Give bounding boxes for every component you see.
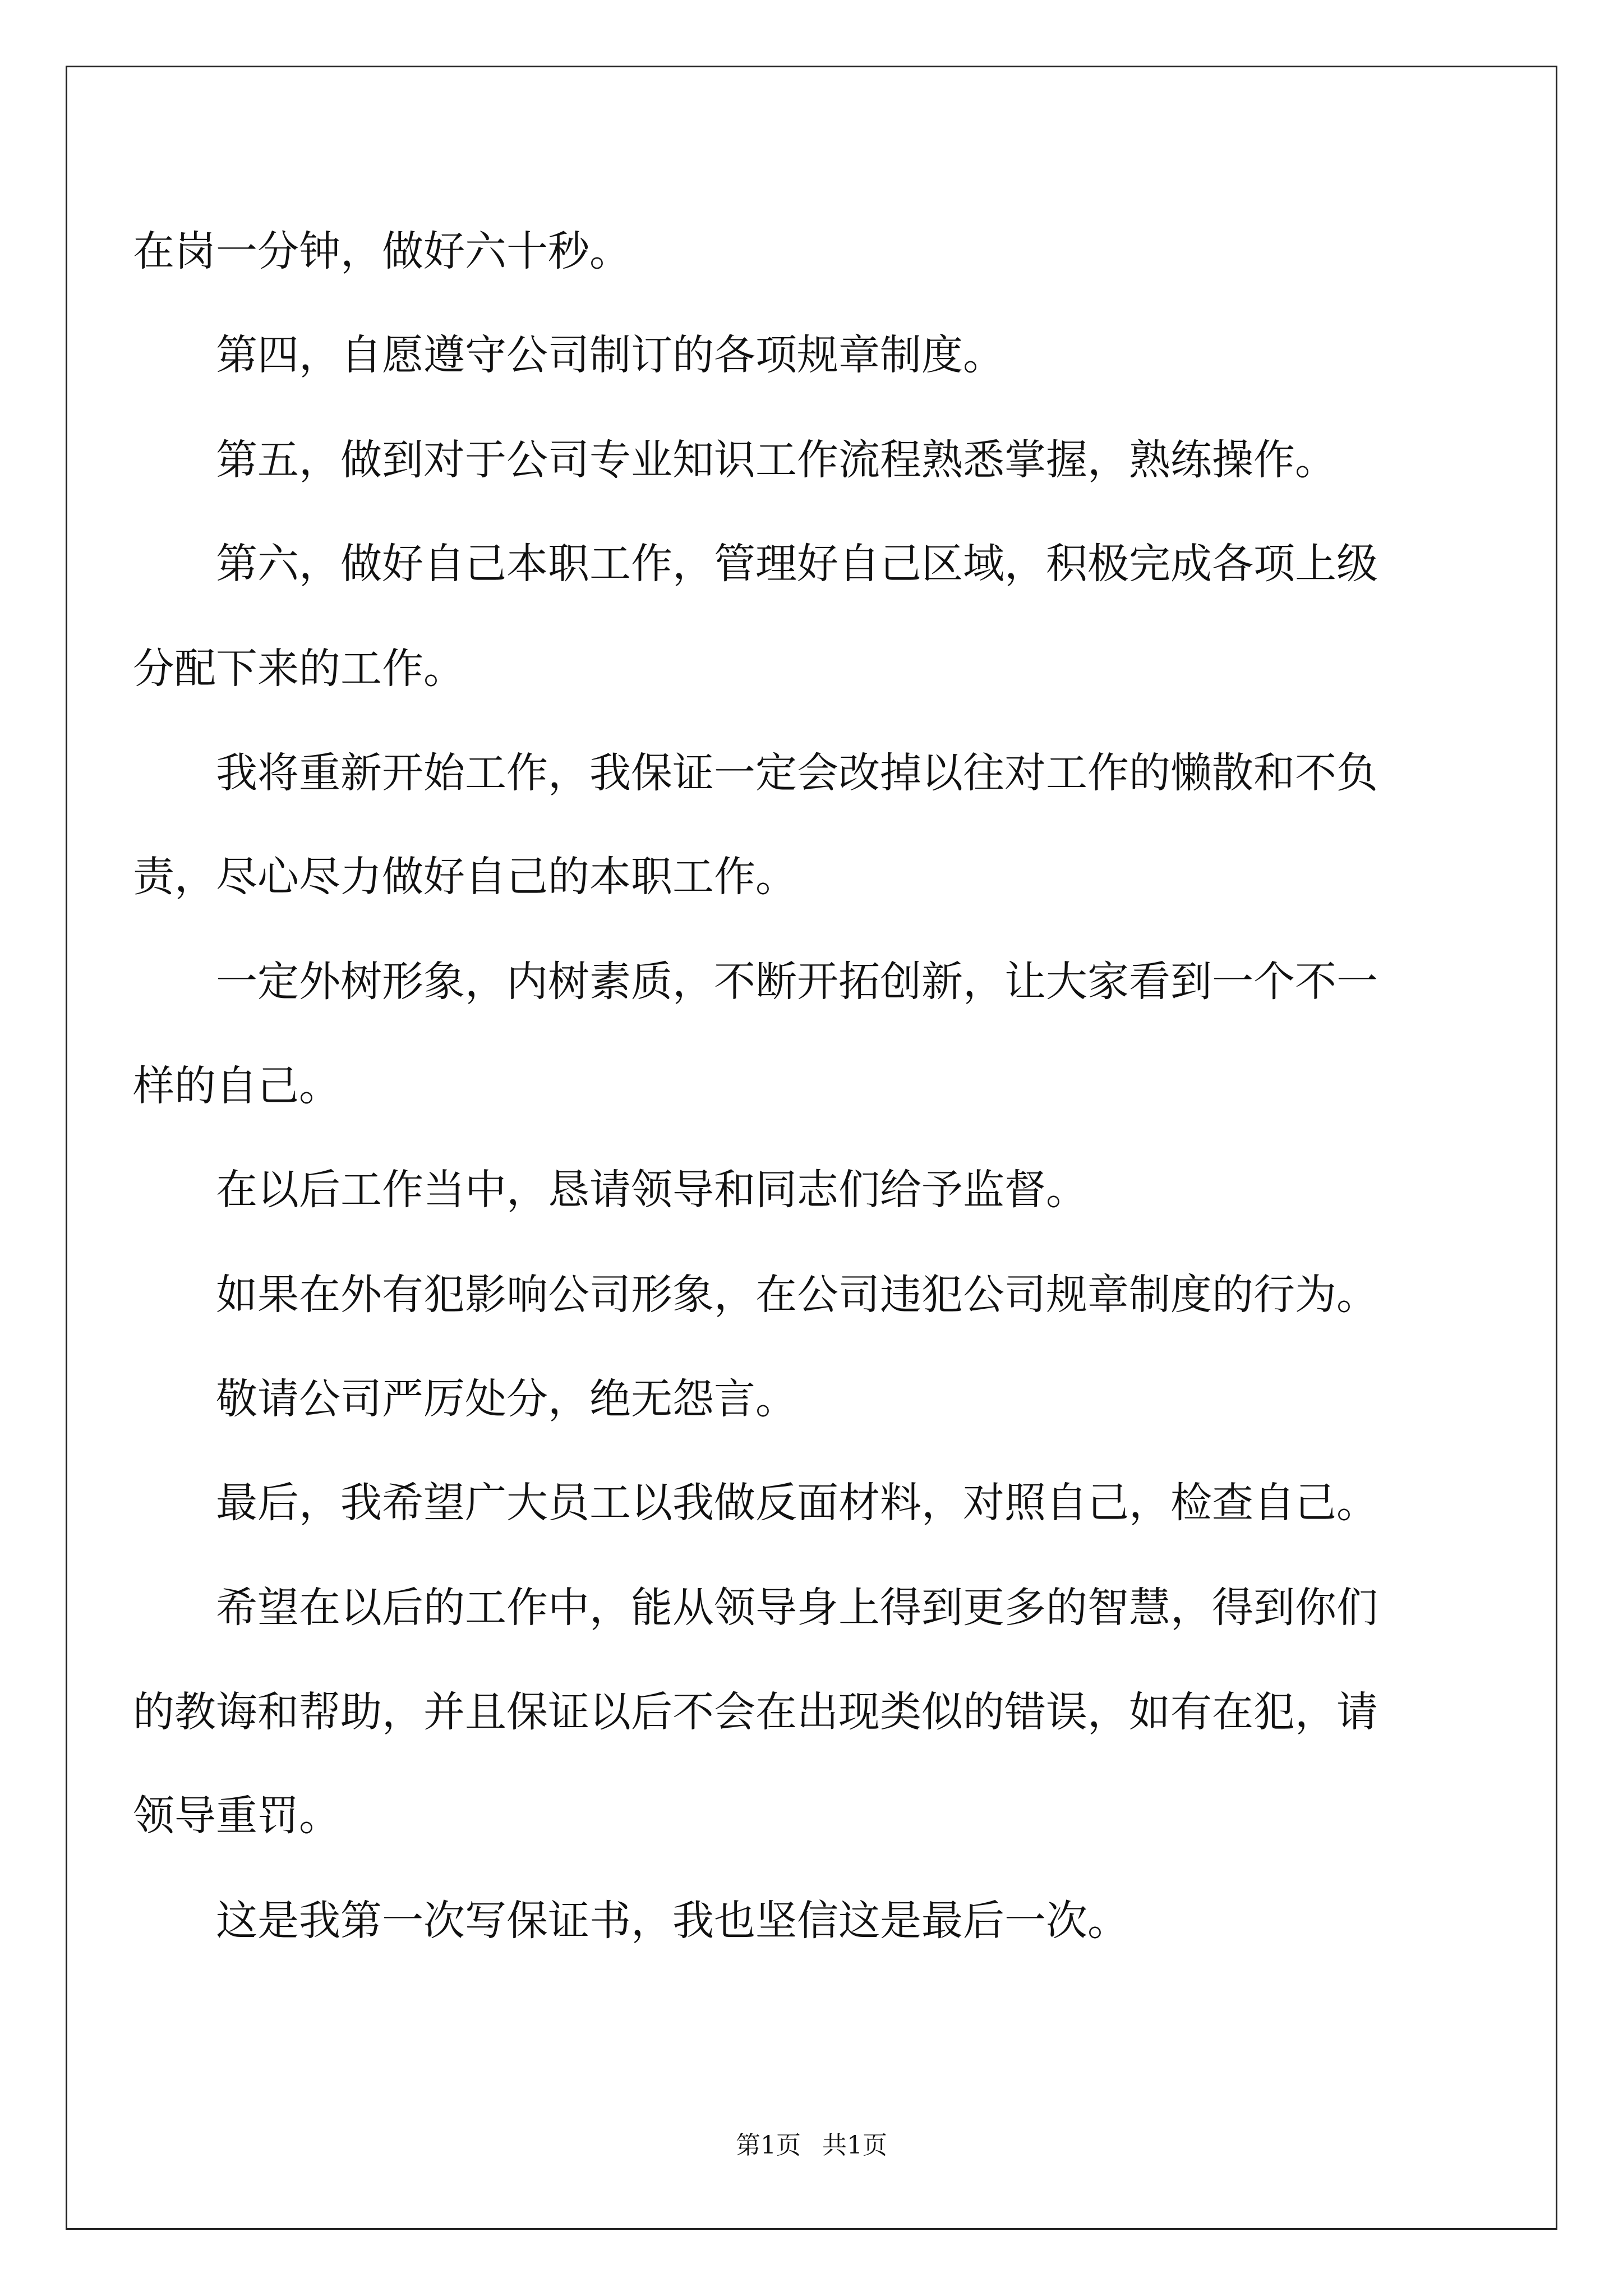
paragraph-line: 如果在外有犯影响公司形象，在公司违犯公司规章制度的行为。 (216, 1271, 1378, 1319)
paragraph-line: 这是我第一次写保证书，我也坚信这是最后一次。 (216, 1897, 1129, 1945)
text-line: 分配下来的工作。 (133, 645, 465, 693)
paragraph-line: 敬请公司严厉处分，绝无怨言。 (216, 1375, 797, 1423)
text-line: 在岗一分钟，做好六十秒。 (133, 227, 631, 275)
paragraph-line: 我将重新开始工作，我保证一定会改掉以往对工作的懒散和不负 (216, 749, 1378, 797)
page-total: 共1页 (822, 2131, 887, 2160)
paragraph-line: 第六，做好自己本职工作，管理好自己区域，积极完成各项上级 (216, 540, 1378, 588)
paragraph-line: 希望在以后的工作中，能从领导身上得到更多的智慧，得到你们 (216, 1584, 1378, 1632)
text-line: 样的自己。 (133, 1062, 340, 1110)
text-line: 的教诲和帮助，并且保证以后不会在出现类似的错误，如有在犯，请 (133, 1688, 1378, 1736)
paragraph-line: 第五，做到对于公司专业知识工作流程熟悉掌握，熟练操作。 (216, 436, 1336, 484)
paragraph-line: 一定外树形象，内树素质，不断开拓创新，让大家看到一个不一 (216, 958, 1378, 1006)
text-line: 领导重罚。 (133, 1792, 340, 1840)
paragraph-line: 第四，自愿遵守公司制订的各项规章制度。 (216, 331, 1004, 379)
page-footer (0, 2129, 1623, 2162)
paragraph-line: 在以后工作当中，恳请领导和同志们给予监督。 (216, 1166, 1087, 1214)
paragraph-line: 最后，我希望广大员工以我做反面材料，对照自己，检查自己。 (216, 1479, 1378, 1527)
text-line: 责，尽心尽力做好自己的本职工作。 (133, 853, 797, 901)
page-number: 第1页 (736, 2131, 801, 2160)
